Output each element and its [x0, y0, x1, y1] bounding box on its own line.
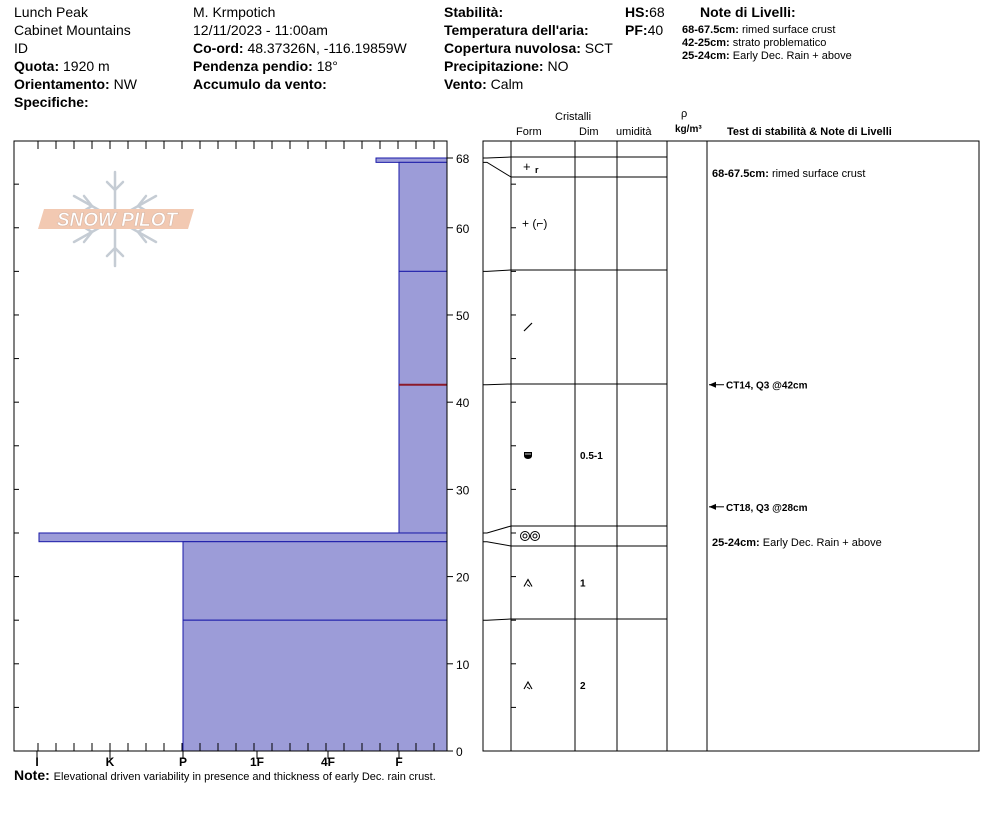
grain-form-symbol: r — [535, 165, 539, 175]
layer-comment — [712, 168, 865, 180]
layer-note: 68-67.5cm: rimed surface crust — [682, 24, 836, 36]
stability-test-label: CT14, Q3 @42cm — [726, 380, 808, 392]
hardness-label: K — [105, 755, 115, 769]
snowpilot-logo — [38, 172, 194, 266]
depth-connector — [483, 270, 511, 271]
depth-label: 40 — [456, 396, 470, 411]
hardness-bar — [39, 533, 447, 542]
hardness-label: P — [178, 755, 188, 769]
layer-comment-text: Early Dec. Rain + above — [762, 537, 882, 549]
depth-connector — [483, 526, 511, 533]
form-header: Form — [516, 126, 542, 138]
depth-label: 50 — [456, 308, 470, 323]
layer-comment-range: 68-67.5cm: — [712, 168, 772, 180]
moisture-header: umidità — [616, 126, 652, 138]
layer-comment-range: 25-24cm: — [712, 537, 763, 549]
test-arrow-head — [709, 382, 716, 388]
hardness-bar — [399, 271, 447, 384]
grain-form-symbol — [521, 532, 530, 541]
hardness-bar — [399, 385, 447, 533]
hardness-label: F — [395, 755, 403, 769]
observer: M. Krmpotich — [193, 4, 276, 20]
air-temp-label: Temperatura dell'aria: — [444, 22, 589, 38]
specifics-label: Specifiche: — [14, 94, 89, 110]
stability-test-label: CT18, Q3 @28cm — [726, 502, 808, 514]
site-name: Lunch Peak — [14, 4, 88, 20]
test-arrow-head — [709, 504, 716, 510]
wind: Vento: Calm — [444, 76, 524, 92]
grain-table-frame — [483, 141, 979, 751]
stability-label: Stabilità: — [444, 4, 504, 20]
grain-form-symbol — [523, 534, 527, 538]
mountain-range: Cabinet Mountains — [14, 22, 131, 38]
depth-connector — [483, 542, 511, 546]
precipitation: Precipitazione: NO — [444, 58, 569, 74]
footer-note: Note: Elevational driven variability in presence and thickness of early Dec. rain crust. — [14, 767, 436, 783]
depth-label: 0 — [456, 745, 463, 759]
depth-label: 20 — [456, 570, 470, 585]
elevation: Quota: 1920 m — [14, 58, 110, 74]
grain-form-symbol — [527, 585, 530, 587]
depth-label: 68 — [456, 152, 470, 166]
density-symbol: ρ — [681, 108, 688, 120]
layer-notes-title: Note di Livelli: — [700, 4, 796, 20]
grain-form-symbol — [524, 323, 532, 331]
grain-dim-label: 2 — [580, 681, 586, 692]
depth-connector — [483, 157, 511, 158]
grain-form-symbol: + — [523, 159, 531, 174]
state: ID — [14, 40, 28, 56]
grain-form-symbol: + (⌐) — [522, 216, 548, 231]
grain-dim-label: 0.5-1 — [580, 451, 603, 462]
hardness-bar — [376, 158, 447, 162]
snow-height: HS:68 — [625, 4, 665, 20]
grain-dim-label: 1 — [580, 578, 586, 590]
layer-comment-text: rimed surface crust — [771, 168, 866, 180]
depth-label: 10 — [456, 657, 470, 672]
hardness-bar — [183, 542, 447, 620]
coordinates: Co-ord: 48.37326N, -116.19859W — [193, 40, 407, 56]
hardness-label: 4F — [320, 755, 336, 769]
hardness-label: I — [35, 755, 39, 769]
layer-note: 42-25cm: strato problematico — [682, 37, 827, 49]
crystals-header: Cristalli — [555, 111, 592, 123]
hardness-bar — [399, 162, 447, 271]
depth-label: 60 — [456, 221, 470, 236]
cloud-cover: Copertura nuvolosa: SCT — [444, 40, 613, 56]
layer-comment — [712, 537, 882, 549]
grain-form-symbol — [527, 687, 530, 689]
depth-connector — [483, 384, 511, 385]
layer-note: 25-24cm: Early Dec. Rain + above — [682, 50, 852, 62]
density-unit: kg/m³ — [675, 124, 702, 135]
grain-form-symbol — [533, 534, 537, 538]
grain-form-symbol — [531, 532, 540, 541]
slope-angle: Pendenza pendio: 18° — [193, 58, 338, 74]
logo-text: SNOW PILOT — [56, 210, 178, 231]
depth-connector — [483, 162, 511, 177]
wind-loading-label: Accumulo da vento: — [193, 76, 327, 92]
aspect: Orientamento: NW — [14, 76, 137, 92]
date-time: 12/11/2023 - 11:00am — [193, 22, 328, 38]
dim-header: Dim — [579, 126, 599, 138]
tests-notes-header: Test di stabilità & Note di Livelli — [727, 126, 892, 138]
foot-penetration: PF:40 — [625, 22, 664, 38]
depth-label: 30 — [456, 483, 470, 498]
depth-connector — [483, 619, 511, 620]
grain-form-symbol — [524, 452, 532, 459]
hardness-label: 1F — [249, 755, 265, 769]
hardness-bar — [183, 620, 447, 751]
